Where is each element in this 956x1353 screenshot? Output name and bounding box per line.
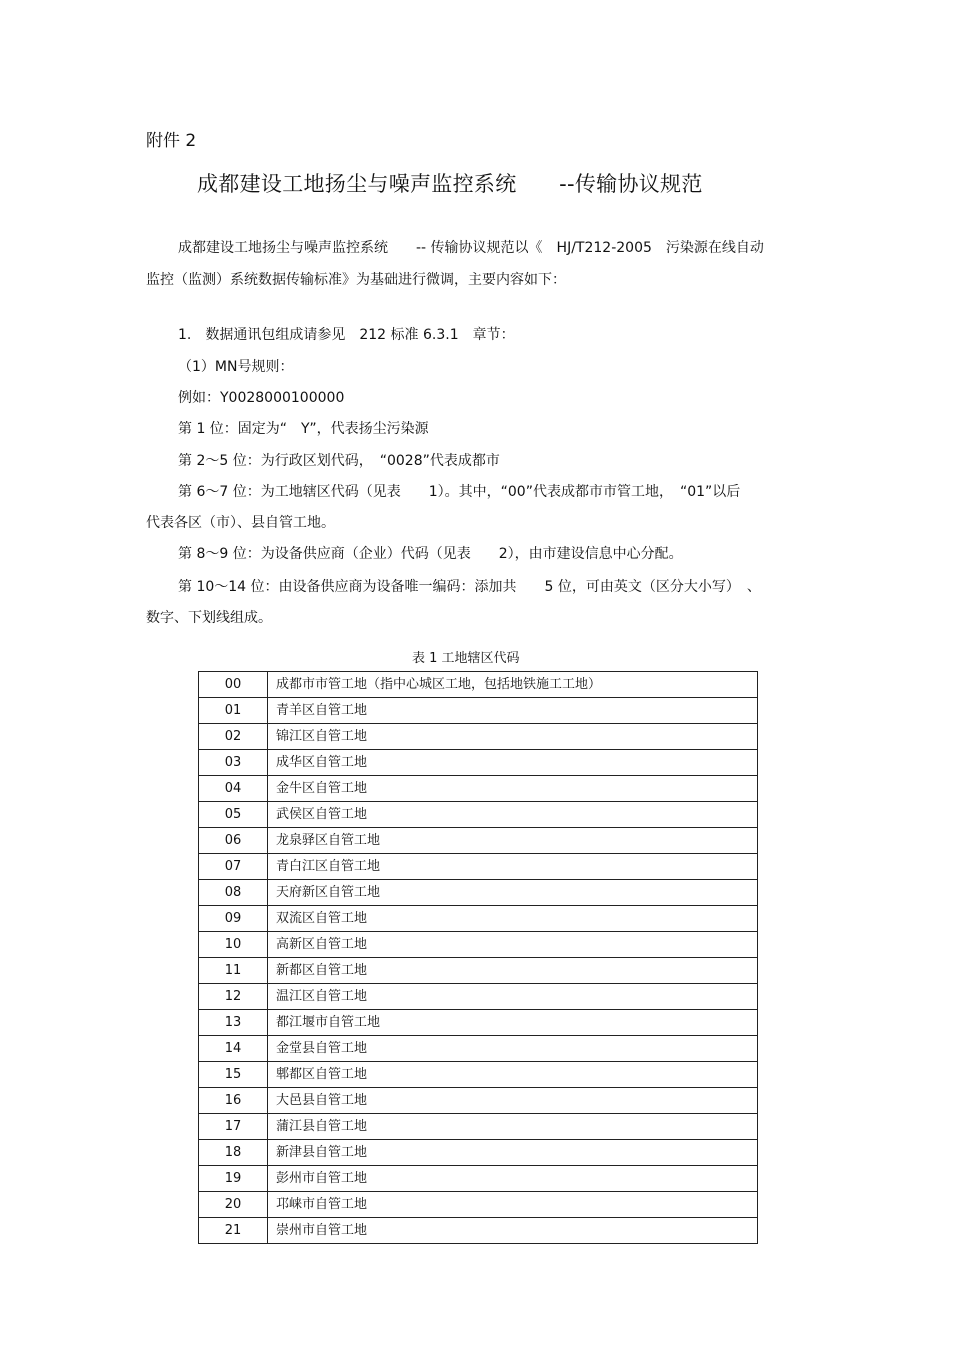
district-name-cell: 青羊区自管工地 (268, 698, 758, 724)
district-code-cell: 08 (199, 880, 268, 906)
district-name-cell: 成都市市管工地（指中心城区工地，包括地铁施工工地） (268, 672, 758, 698)
district-name-cell: 新津县自管工地 (268, 1140, 758, 1166)
table-row (199, 1062, 758, 1088)
district-code-cell: 19 (199, 1166, 268, 1192)
district-name-cell: 郫都区自管工地 (268, 1062, 758, 1088)
intro-line-1: 成都建设工地扬尘与噪声监控系统 -- 传输协议规范以《 HJ/T212-2005 污染源在线自动 (178, 240, 764, 256)
table-row (199, 906, 758, 932)
table-row (199, 750, 758, 776)
district-name-cell: 双流区自管工地 (268, 906, 758, 932)
intro-line-2: 监控（监测）系统数据传输标准》为基础进行微调，主要内容如下： (146, 272, 566, 288)
table-row (199, 828, 758, 854)
mn-rule-2: 第 2～5 位：为行政区划代码， “0028”代表成都市 (178, 453, 500, 469)
mn-rule-1: 第 1 位：固定为“ Y”，代表扬尘污染源 (178, 421, 429, 437)
mn-example: 例如：Y0028000100000 (178, 390, 345, 406)
table-row (199, 984, 758, 1010)
table-row (199, 802, 758, 828)
district-code-cell: 06 (199, 828, 268, 854)
table-row (199, 1166, 758, 1192)
table-row (199, 932, 758, 958)
table-1-caption: 表 1 工地辖区代码 (412, 651, 520, 666)
document-title: 成都建设工地扬尘与噪声监控系统 --传输协议规范 (197, 172, 703, 196)
district-code-cell: 12 (199, 984, 268, 1010)
mn-rule-5-line-2: 数字、下划线组成。 (146, 610, 272, 626)
district-name-cell: 大邑县自管工地 (268, 1088, 758, 1114)
district-name-cell: 天府新区自管工地 (268, 880, 758, 906)
district-code-cell: 01 (199, 698, 268, 724)
district-name-cell: 温江区自管工地 (268, 984, 758, 1010)
table-row (199, 1036, 758, 1062)
table-row (199, 854, 758, 880)
district-name-cell: 崇州市自管工地 (268, 1218, 758, 1244)
district-code-cell: 16 (199, 1088, 268, 1114)
district-name-cell: 高新区自管工地 (268, 932, 758, 958)
table-row (199, 1088, 758, 1114)
table-row (199, 1140, 758, 1166)
district-code-cell: 07 (199, 854, 268, 880)
district-code-cell: 04 (199, 776, 268, 802)
district-name-cell: 武侯区自管工地 (268, 802, 758, 828)
district-code-cell: 09 (199, 906, 268, 932)
district-code-cell: 18 (199, 1140, 268, 1166)
district-name-cell: 成华区自管工地 (268, 750, 758, 776)
district-name-cell: 彭州市自管工地 (268, 1166, 758, 1192)
district-code-cell: 00 (199, 672, 268, 698)
district-code-cell: 02 (199, 724, 268, 750)
table-row (199, 724, 758, 750)
table-row (199, 1192, 758, 1218)
mn-rule-heading: （1）MN号规则： (178, 359, 294, 375)
table-row (199, 880, 758, 906)
table-row (199, 776, 758, 802)
district-name-cell: 金牛区自管工地 (268, 776, 758, 802)
mn-rule-3-line-2: 代表各区（市）、县自管工地。 (146, 515, 335, 531)
district-code-cell: 13 (199, 1010, 268, 1036)
mn-rule-5-line-1: 第 10～14 位：由设备供应商为设备唯一编码：添加共 5 位，可由英文（区分大小写） 、 (178, 579, 761, 595)
district-code-table (198, 671, 758, 1244)
district-code-cell: 11 (199, 958, 268, 984)
district-code-cell: 21 (199, 1218, 268, 1244)
district-code-cell: 10 (199, 932, 268, 958)
district-code-cell: 03 (199, 750, 268, 776)
table-row (199, 1114, 758, 1140)
mn-rule-3-line-1: 第 6～7 位：为工地辖区代码（见表 1）。其中，“00”代表成都市市管工地， “01”以后 (178, 484, 741, 500)
mn-rule-4: 第 8～9 位：为设备供应商（企业）代码（见表 2），由市建设信息中心分配。 (178, 546, 683, 562)
district-name-cell: 锦江区自管工地 (268, 724, 758, 750)
table-row (199, 1010, 758, 1036)
district-name-cell: 龙泉驿区自管工地 (268, 828, 758, 854)
table-row (199, 698, 758, 724)
district-code-cell: 14 (199, 1036, 268, 1062)
table-row (199, 958, 758, 984)
district-code-cell: 17 (199, 1114, 268, 1140)
section-1-heading: 1. 数据通讯包组成请参见 212 标准 6.3.1 章节： (178, 327, 515, 343)
table-row (199, 672, 758, 698)
district-name-cell: 邛崃市自管工地 (268, 1192, 758, 1218)
district-name-cell: 蒲江县自管工地 (268, 1114, 758, 1140)
district-name-cell: 新都区自管工地 (268, 958, 758, 984)
appendix-label: 附件 2 (146, 131, 197, 151)
district-name-cell: 金堂县自管工地 (268, 1036, 758, 1062)
district-name-cell: 都江堰市自管工地 (268, 1010, 758, 1036)
district-code-cell: 20 (199, 1192, 268, 1218)
district-code-cell: 05 (199, 802, 268, 828)
district-name-cell: 青白江区自管工地 (268, 854, 758, 880)
table-row (199, 1218, 758, 1244)
district-code-cell: 15 (199, 1062, 268, 1088)
